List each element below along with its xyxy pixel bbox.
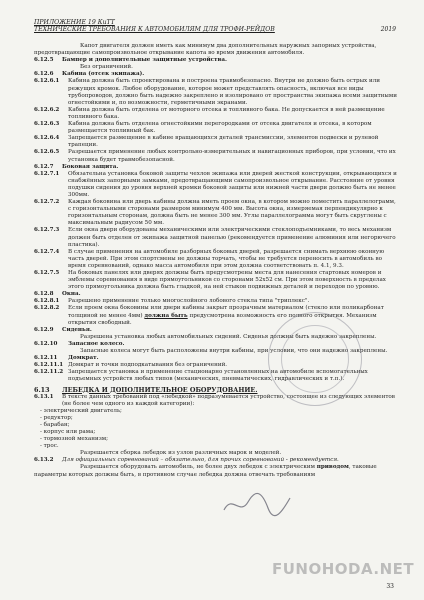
clause-6-12-6-4 xyxy=(34,135,398,149)
clause-6-12-6-2 xyxy=(34,107,398,121)
section-6-12-5-text: Без ограничений. xyxy=(80,64,133,71)
clause-text: Кабина должна быть отделена огнестойкими перегородками от отсека двигателя и отсека, в котором размещается топливный бак. xyxy=(68,121,372,135)
clause-6-12-7-1 xyxy=(34,171,398,199)
stamp-inner-ring xyxy=(281,325,349,393)
list-item: - тормозной механизм; xyxy=(40,436,108,443)
clause-number: 6.12.7.3 xyxy=(34,227,60,234)
intro-paragraph: Капот двигателя должен иметь как минимум два дополнительных наружных запорных устройства, предотвращающие самопроизвольное открывание капота во время движения автомобиля. xyxy=(34,43,377,57)
emphasis-text: должна быть xyxy=(144,312,188,319)
official-stamp xyxy=(268,312,362,406)
list-item: - трос. xyxy=(40,443,59,450)
clause-text: В случае применения на автомобиле разборных боковых дверей, разрешается снимать верхнюю оконную часть дверей. При этом спортсмены не должны торчать, чтобы не требуется переносить в автомобиль во время соревнований, однако масса автомобиля при этом должна соответствовать п. 4.1, 9.3. xyxy=(68,248,385,269)
clause-text: Запрещается размещение в кабине вращающихся деталей трансмиссии, элементов подвески и рулевой трапеции. xyxy=(68,135,379,149)
clause-number: 6.12.6.5 xyxy=(34,149,60,156)
clause-text xyxy=(68,305,398,326)
section-6-12-5 xyxy=(34,57,398,64)
clause-text: Запрещается установка и применение стационарно установленных на автомобиле вспомогательных подъемных устройств любых типов (механических, пневматических, гидравлических и т.п.). xyxy=(68,369,368,383)
clause-text: Разрешено применение только многослойного лобового стекла типа "триплекс". xyxy=(68,298,310,305)
closing-text-part: Разрешается оборудовать автомобиль, не более двух лебедок с электрическим xyxy=(80,464,317,471)
section-number: 6.12.10 xyxy=(34,340,58,347)
section-title: Сиденья. xyxy=(62,326,92,333)
section-number: 6.13 xyxy=(34,385,50,394)
clause-text-part: Если проем окна боковины или двери кабины закрыт прозрачным материалом (стекло или поликарбонат толщиной не менее 4мм) xyxy=(68,305,384,319)
clause-text: Обязательна установка боковой защиты чехлов экипажа или дверей жесткой конструкции, открывающихся и снабжённых запорными замками, предотвращающими самопроизвольное открывание. Расстояние от уровня подушки сидения до уровня верхней кромки боковой защиты или нижней части двери должно быть не менее 300мм. xyxy=(68,170,397,198)
clause-number: 6.12.11.2 xyxy=(34,369,64,376)
clause-text: Кабина должна быть спроектирована и построена травмобезопасно. Внутри не должно быть острых или режущих кромок. Любое оборудование, которое может представлять опасность, включая все виды трубопроводов, должно быть надежно закреплено и изолировано от пространства экипажа всеми защитными огнестойкими и, по возможности, герметичными экранами. xyxy=(68,78,397,106)
closing-paragraph xyxy=(34,464,398,478)
watermark: FUNOHODA.NET xyxy=(272,560,415,578)
section-6-12-7 xyxy=(34,164,398,171)
section-number: 6.12.5 xyxy=(34,57,54,64)
section-number: 6.12.11 xyxy=(34,355,58,362)
signature xyxy=(222,490,292,518)
section-6-12-9-text: Разрешена установка любых автомобильных сидений. Сиденья должны быть надежно закреплены. xyxy=(80,333,377,340)
clause-text: Если окна двери оборудованы механическими или электрическими стеклоподъемниками, то весь механизм должен быть отделен от экипажа защитной панелью (рекомендуется применение алюминия или негорючего пластика). xyxy=(68,227,396,248)
list-item: - редуктор; xyxy=(40,414,73,421)
header-appendix-title: ПРИЛОЖЕНИЕ 19 КиТТ xyxy=(34,19,115,26)
clause-number: 6.12.7.2 xyxy=(34,199,60,206)
clause-6-12-7-5 xyxy=(34,270,398,291)
section-6-12-10-text: Запасные колеса могут быть расположены внутри кабины, при условии, что они надежно закреплены. xyxy=(80,348,388,355)
clause-text: Каждая боковина или дверь кабины должна иметь проем окна, в котором можно поместить параллелограмм, с горизонтальными сторонами размером минимум 400 мм. Высота окна, измеряемая перпендикулярно к горизонтальным сторонам, должна быть не менее 300 мм. Углы параллелограмма могут быть скруглены с максимальным радиусом 50 мм. xyxy=(68,199,396,227)
clause-text: Домкрат и точки подподкатывания без ограничений. xyxy=(68,362,228,369)
section-title: Окна. xyxy=(62,291,81,298)
section-title: Бампер и дополнительные защитные устройства. xyxy=(62,57,227,64)
section-title: Кабина (отсек экипажа). xyxy=(62,71,145,78)
clause-number: 6.12.6.1 xyxy=(34,78,60,85)
winch-components-list xyxy=(34,408,398,451)
clause-6-12-6-5 xyxy=(34,149,398,163)
clause-text: В тексте данных требований под «лебедкой» подразумевается устройство, состоящее из следующих элементов (не более чем одного из каждой категории): xyxy=(62,393,395,407)
page-number: 33 xyxy=(386,582,394,590)
clause-6-12-6-1 xyxy=(34,78,398,106)
emphasis-text: приводом xyxy=(316,464,349,471)
clause-number: 6.13.2 xyxy=(34,457,54,464)
list-item: - корпус или рама; xyxy=(40,428,96,435)
clause-number: 6.12.6.4 xyxy=(34,135,60,142)
section-number: 6.12.7 xyxy=(34,163,54,170)
clause-6-12-7-3 xyxy=(34,227,398,248)
clause-number: 6.12.8.1 xyxy=(34,298,60,305)
clause-6-12-6-3 xyxy=(34,121,398,135)
after-list-text: Разрешается сборка лебедок из узлов различных марок и моделей. xyxy=(80,450,282,457)
clause-6-12-7-2 xyxy=(34,199,398,227)
clause-text: Кабина должна быть отделена от моторного отсека и топливного бака. Не допускается в ней размещение топливного бака. xyxy=(68,106,385,120)
page-header xyxy=(34,19,396,33)
clause-number: 6.12.6.2 xyxy=(34,106,60,113)
section-number: 6.12.6 xyxy=(34,71,54,78)
clause-text: Для официальных соревнований – обязательно, для прочих соревнований - рекомендуется. xyxy=(62,457,339,464)
clause-text: Разрешается применение любых контрольно-измерительных и навигационных приборов, при условии, что их установка будет травмобезопасной. xyxy=(68,149,396,163)
clause-number: 6.12.11.1 xyxy=(34,362,64,369)
header-year: 2019 xyxy=(380,26,396,33)
clause-number: 6.13.1 xyxy=(34,393,54,400)
section-title: ЛЕБЕДКА И ДОПОЛНИТЕЛЬНОЕ ОБОРУДОВАНИЕ. xyxy=(62,385,258,394)
clause-6-12-7-4 xyxy=(34,249,398,270)
closing-text-part: , таковые параметры которых должны быть, в противном случае лебедка должна отвечать требованиям xyxy=(34,464,377,478)
section-title: Боковая защита. xyxy=(62,163,119,170)
list-item: - электрический двигатель; xyxy=(40,407,122,414)
document-body xyxy=(34,43,398,479)
clause-number: 6.12.7.4 xyxy=(34,248,60,255)
list-item: - барабан; xyxy=(40,421,70,428)
clause-number: 6.12.7.5 xyxy=(34,270,60,276)
section-number: 6.12.9 xyxy=(34,326,54,333)
section-title: Домкрат. xyxy=(68,355,99,362)
clause-number: 6.12.7.1 xyxy=(34,170,60,177)
clause-number: 6.12.8.2 xyxy=(34,305,60,312)
clause-number: 6.12.6.3 xyxy=(34,121,60,128)
section-title: Запасное колесо. xyxy=(68,340,125,347)
header-document-title: ТЕХНИЧЕСКИЕ ТРЕБОВАНИЯ К АВТОМОБИЛЯМ ДЛЯ ТРОФИ-РЕЙДОВ xyxy=(34,26,275,33)
clause-text: На боковых панелях или дверях должны быть предусмотрены места для нанесения стартовых номеров и эмблемы соревнования в виде прямоугольников со сторонами 52х52 см. При этом поверхность в пределах этого прямоугольника должна быть гладкой, на ней стыков подвижных деталей и переходов по уровню. xyxy=(68,270,386,291)
clause-text-part: предусмотрена возможность его полного открытия. Механизм открытия свободный. xyxy=(68,312,377,326)
section-number: 6.12.8 xyxy=(34,291,54,298)
